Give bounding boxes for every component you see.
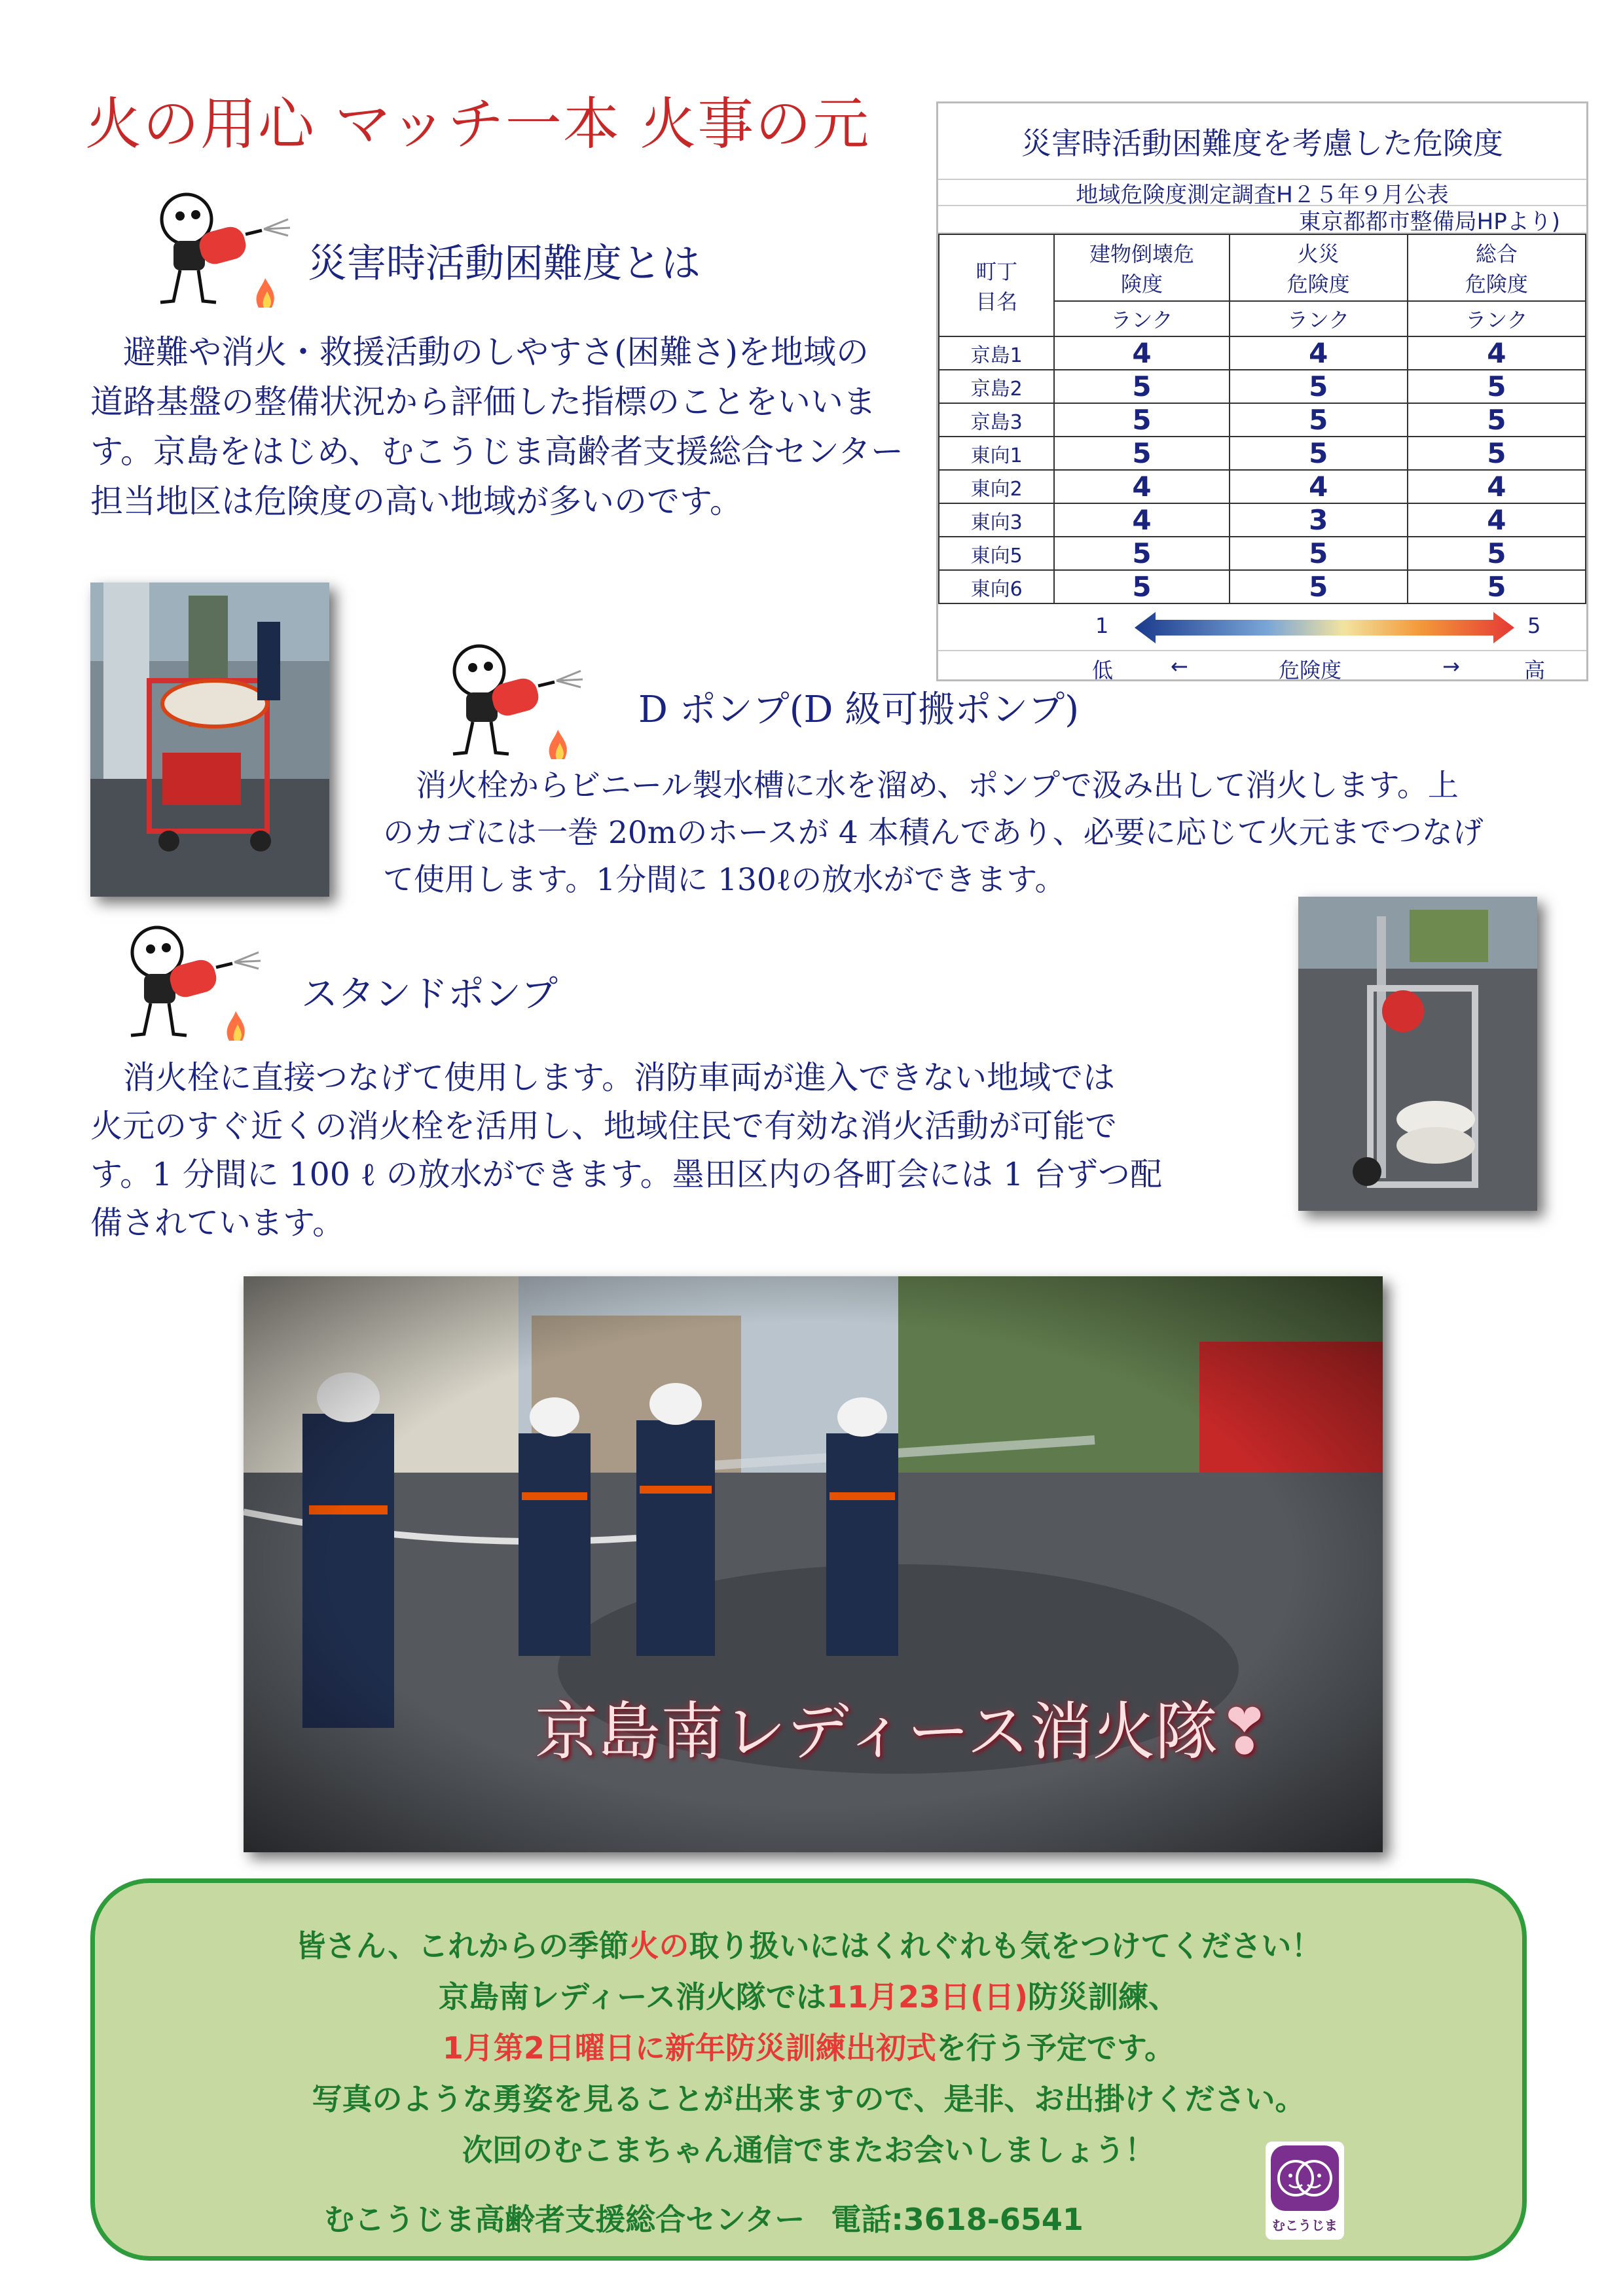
text-line: て使用します。1分間に 130ℓの放水ができます。 [383, 862, 1066, 898]
text-line: 備されています。 [90, 1204, 345, 1242]
risk-table-title: 災害時活動困難度を考慮した危険度 [938, 103, 1586, 180]
scale-high-label: 高 [1524, 658, 1546, 683]
section-body-d-pump [383, 762, 1575, 904]
table-row: 京島2 5 5 5 [939, 370, 1586, 403]
scale-low-number: 1 [1095, 613, 1109, 638]
page-title: 火の用心 マッチ一本 火事の元 [85, 92, 871, 157]
logo-faces-icon [1271, 2145, 1339, 2211]
heart-icon: ❣ [1218, 1695, 1271, 1768]
center-contact [95, 2196, 1313, 2239]
center-logo [1266, 2142, 1344, 2240]
col-fire-header: 火災 危険度 [1230, 234, 1408, 301]
risk-table-source: 東京都都市整備局HPより) [938, 206, 1586, 234]
phone-number: 電話:3618-6541 [831, 2202, 1084, 2237]
section-body-difficulty [90, 327, 928, 526]
col-town-header: 町丁 目名 [939, 234, 1054, 336]
section-heading-d-pump: D ポンプ(D 級可搬ポンプ) [638, 689, 1080, 731]
photo-caption: 京島南レディース消火隊❣ [535, 1695, 1271, 1768]
notice-line-3: 1月第2日曜日に新年防災訓練出初式を行う予定です。 [442, 2030, 1175, 2066]
table-row: 京島3 5 5 5 [939, 403, 1586, 437]
scale-arrow-right: → [1442, 654, 1460, 679]
table-row: 東向2 4 4 4 [939, 470, 1586, 503]
text-line: す。1 分間に 100 ℓ の放水ができます。墨田区内の各町会には 1 台ずつ配 [90, 1156, 1162, 1193]
table-row: 東向6 5 5 5 [939, 570, 1586, 603]
logo-label: むこうじま [1272, 2217, 1338, 2233]
risk-table [936, 101, 1588, 681]
stand-pump-photo [1298, 897, 1537, 1211]
d-pump-photo [90, 583, 329, 897]
section-heading-stand-pump: スタンドポンプ [301, 973, 558, 1016]
section-heading-difficulty: 災害時活動困難度とは [308, 241, 701, 287]
mascot-extinguisher-icon [147, 183, 298, 314]
scale-low-label: 低 [1092, 658, 1114, 683]
text-line: 避難や消火・救援活動のしやすさ(困難さ)を地域の [123, 333, 869, 371]
risk-gradient-arrow-icon [1135, 609, 1514, 646]
risk-grid [938, 234, 1586, 604]
rank-label: ランク [1230, 301, 1408, 336]
table-row: 京島1 4 4 4 [939, 336, 1586, 370]
table-row: 東向1 5 5 5 [939, 437, 1586, 470]
rank-label: ランク [1408, 301, 1586, 336]
notice-line-4: 写真のような勇姿を見ることが出来ますので、是非、お出掛けください。 [312, 2081, 1305, 2117]
rank-label: ランク [1054, 301, 1229, 336]
risk-table-subtitle: 地域危険度測定調査H２５年９月公表 [938, 180, 1586, 206]
table-row: 東向3 4 3 4 [939, 503, 1586, 537]
col-building-header: 建物倒壊危 険度 [1054, 234, 1229, 301]
notice-line-5: 次回のむこまちゃん通信でまたお会いしましょう！ [462, 2132, 1155, 2168]
mascot-extinguisher-icon [118, 916, 268, 1047]
scale-high-number: 5 [1527, 613, 1541, 638]
table-row: 東向5 5 5 5 [939, 537, 1586, 570]
center-name: むこうじま高齢者支援総合センター [324, 2202, 805, 2237]
text-line: 道路基盤の整備状況から評価した指標のことをいいま [90, 383, 876, 421]
mascot-extinguisher-icon [440, 635, 591, 766]
scale-arrow-left: ← [1171, 654, 1188, 679]
notice-line-2: 京島南レディース消火隊では11月23日(日)防災訓練、 [438, 1979, 1179, 2015]
text-line: 消火栓に直接つなげて使用します。消防車両が進入できない地域では [123, 1059, 1116, 1096]
risk-scale-legend [938, 604, 1586, 683]
fire-brigade-photo [244, 1276, 1383, 1852]
section-body-stand-pump [90, 1054, 1269, 1247]
notice-line-1: 皆さん、これからの季節火の取り扱いにはくれぐれも気をつけてください！ [295, 1928, 1322, 1964]
notice-box [90, 1878, 1527, 2261]
text-line: 消火栓からビニール製水槽に水を溜め、ポンプで汲み出して消火します。上 [416, 768, 1459, 804]
text-line: 担当地区は危険度の高い地域が多いのです。 [90, 482, 742, 520]
col-total-header: 総合 危険度 [1408, 234, 1586, 301]
text-line: 火元のすぐ近くの消火栓を活用し、地域住民で有効な消火活動が可能で [90, 1107, 1118, 1145]
text-line: す。京島をはじめ、むこうじま高齢者支援総合センター [90, 433, 903, 471]
scale-label: 危険度 [1279, 658, 1342, 683]
text-line: のカゴには一巻 20mのホースが 4 本積んであり、必要に応じて火元までつなげ [383, 815, 1484, 851]
